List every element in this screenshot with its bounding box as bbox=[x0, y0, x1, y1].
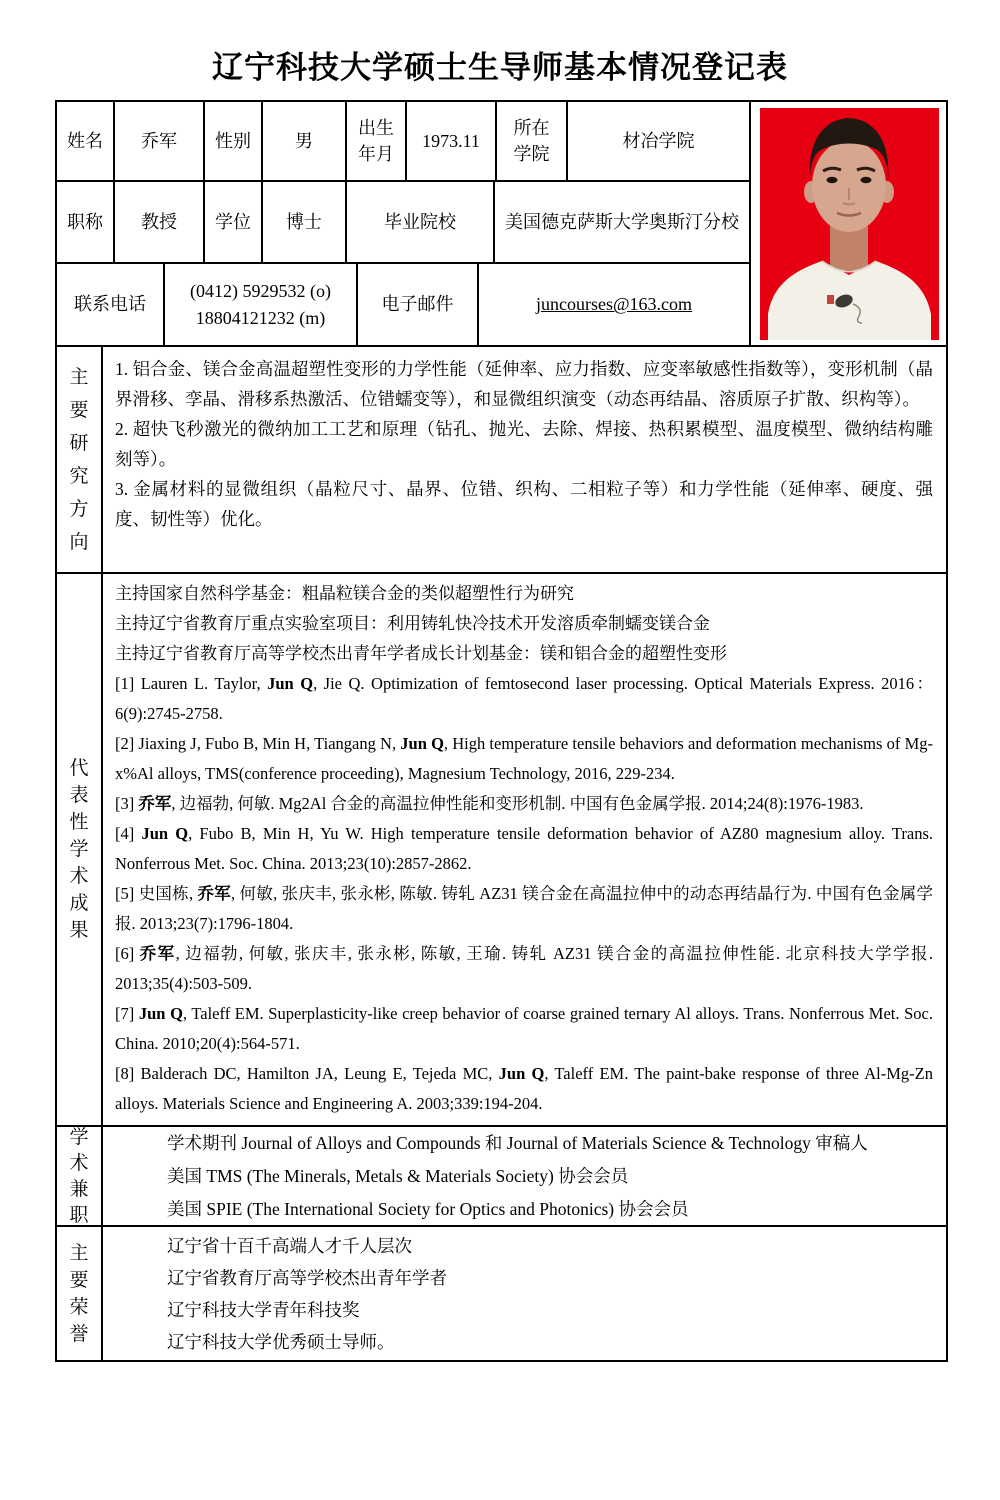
membership-line: 美国 SPIE (The International Society for Optics and Photonics) 协会会员 bbox=[167, 1198, 689, 1219]
honor-line: 辽宁省教育厅高等学校杰出青年学者 bbox=[167, 1267, 447, 1288]
honor-line: 辽宁科技大学优秀硕士导师。 bbox=[167, 1331, 395, 1352]
publication: [4] Jun Q, Fubo B, Min H, Yu W. High temperature tensile deformation behavior of AZ80 magnesium alloy. Trans. Nonferrous Met. Soc. China. 2013;23(10):2857-2862. bbox=[115, 824, 933, 873]
research-content bbox=[103, 347, 946, 572]
page-title: 辽宁科技大学硕士生导师基本情况登记表 bbox=[212, 50, 788, 85]
memberships-content bbox=[103, 1127, 946, 1225]
section-label-honors: 主 要 荣 誉 bbox=[57, 1227, 103, 1360]
gender-value: 男 bbox=[263, 102, 347, 180]
honor-line: 辽宁科技大学青年科技奖 bbox=[167, 1299, 360, 1320]
gender-label-cell: 性别 bbox=[205, 102, 263, 180]
publication: [6] 乔军, 边福勃, 何敏, 张庆丰, 张永彬, 陈敏, 王瑜. 铸轧 AZ31 镁合金的高温拉伸性能. 北京科技大学学报. 2013;35(4):503-509. bbox=[115, 944, 933, 993]
school-label-cell: 毕业院校 bbox=[347, 182, 495, 262]
phone-label-cell: 联系电话 bbox=[57, 264, 165, 345]
section-label-memberships: 学 术 兼 职 bbox=[57, 1127, 103, 1225]
birth-value: 1973.11 bbox=[407, 102, 497, 180]
publication: [7] Jun Q, Taleff EM. Superplasticity-like creep behavior of coarse grained ternary Al alloys. Trans. Nonferrous Met. Soc. China. 2010;20(4):564-571. bbox=[115, 1004, 933, 1053]
birth-label-cell bbox=[347, 102, 407, 180]
birth-label-text: 出生年月 bbox=[358, 117, 394, 164]
honor-line: 辽宁省十百千高端人才千人层次 bbox=[167, 1235, 412, 1256]
project-line: 主持辽宁省教育厅高等学校杰出青年学者成长计划基金：镁和铝合金的超塑性变形 bbox=[115, 644, 727, 663]
basic-info-grid bbox=[57, 102, 751, 345]
phone-mobile: 18804121232 (m) bbox=[195, 307, 326, 328]
membership-line: 美国 TMS (The Minerals, Metals & Materials Society) 协会会员 bbox=[167, 1165, 629, 1186]
degree-value: 博士 bbox=[263, 182, 347, 262]
publication: [2] Jiaxing J, Fubo B, Min H, Tiangang N, Jun Q, High temperature tensile behaviors and deformation mechanisms of Mg-x%Al alloys, TMS(conference proceeding), Magnesium Technology, 2016, 229-234. bbox=[115, 734, 933, 783]
research-item: 1. 铝合金、镁合金高温超塑性变形的力学性能（延伸率、应力指数、应变率敏感性指数等），变形机制（晶界滑移、孪晶、滑移系热激活、位错蠕变等），和显微组织演变（动态再结晶、溶质原子扩散、织构等）。 bbox=[115, 359, 933, 409]
publication: [8] Balderach DC, Hamilton JA, Leung E, Tejeda MC, Jun Q, Taleff EM. The paint-bake response of three Al-Mg-Zn alloys. Materials Science and Engineering A. 2003;339:194-204. bbox=[115, 1064, 933, 1113]
achievements-section bbox=[57, 574, 946, 1127]
publication-list bbox=[115, 669, 933, 1119]
email-label-cell: 电子邮件 bbox=[358, 264, 479, 345]
college-value: 材冶学院 bbox=[568, 102, 751, 180]
college-label-cell bbox=[497, 102, 568, 180]
membership-line: 学术期刊 Journal of Alloys and Compounds 和 Journal of Materials Science & Technology 审稿人 bbox=[167, 1132, 868, 1153]
research-section bbox=[57, 347, 946, 574]
school-value: 美国德克萨斯大学奥斯汀分校 bbox=[495, 182, 751, 262]
email-value-cell bbox=[479, 264, 751, 345]
project-line: 主持国家自然科学基金：粗晶粒镁合金的类似超塑性行为研究 bbox=[115, 584, 574, 603]
publication: [3] 乔军, 边福勃, 何敏. Mg2Al 合金的高温拉伸性能和变形机制. 中国有色金属学报. 2014;24(8):1976-1983. bbox=[115, 794, 864, 813]
college-label-text: 所在学院 bbox=[513, 117, 550, 164]
name-value: 乔军 bbox=[115, 102, 205, 180]
phone-value-cell bbox=[165, 264, 358, 345]
id-photo bbox=[760, 108, 939, 340]
form-table bbox=[55, 100, 948, 1362]
jobtitle-value: 教授 bbox=[115, 182, 205, 262]
research-item: 2. 超快飞秒激光的微纳加工工艺和原理（钻孔、抛光、去除、焊接、热积累模型、温度模型、微纳结构雕刻等）。 bbox=[115, 419, 933, 469]
email-link[interactable]: juncourses@163.com bbox=[535, 294, 693, 315]
basic-info-section bbox=[57, 102, 946, 347]
photo-cell bbox=[751, 102, 946, 345]
publication: [5] 史国栋, 乔军, 何敏, 张庆丰, 张永彬, 陈敏. 铸轧 AZ31 镁合金在高温拉伸中的动态再结晶行为. 中国有色金属学报. 2013;23(7):1796-1804. bbox=[115, 884, 933, 933]
honors-content bbox=[103, 1227, 946, 1360]
honors-section bbox=[57, 1227, 946, 1360]
jobtitle-label-cell: 职称 bbox=[57, 182, 115, 262]
project-line: 主持辽宁省教育厅重点实验室项目：利用铸轧快冷技术开发溶质牵制蠕变镁合金 bbox=[115, 614, 710, 633]
achievements-content bbox=[103, 574, 946, 1125]
section-label-achievements: 代 表 性 学 术 成 果 bbox=[57, 574, 103, 1125]
row-phone-email bbox=[57, 264, 751, 345]
row-title-degree-school bbox=[57, 182, 751, 264]
row-name-gender-birth-college bbox=[57, 102, 751, 182]
research-item: 3. 金属材料的显微组织（晶粒尺寸、晶界、位错、织构、二相粒子等）和力学性能（延伸率、硬度、强度、韧性等）优化。 bbox=[115, 479, 933, 529]
memberships-section bbox=[57, 1127, 946, 1227]
project-list bbox=[115, 579, 933, 669]
name-label-cell: 姓名 bbox=[57, 102, 115, 180]
publication: [1] Lauren L. Taylor, Jun Q, Jie Q. Optimization of femtosecond laser processing. Optical Materials Express. 2016：6(9):2745-2758. bbox=[115, 674, 933, 723]
phone-office: (0412) 5929532 (o) bbox=[190, 281, 331, 302]
degree-label-cell: 学位 bbox=[205, 182, 263, 262]
section-label-research: 主 要 研 究 方 向 bbox=[57, 347, 103, 572]
